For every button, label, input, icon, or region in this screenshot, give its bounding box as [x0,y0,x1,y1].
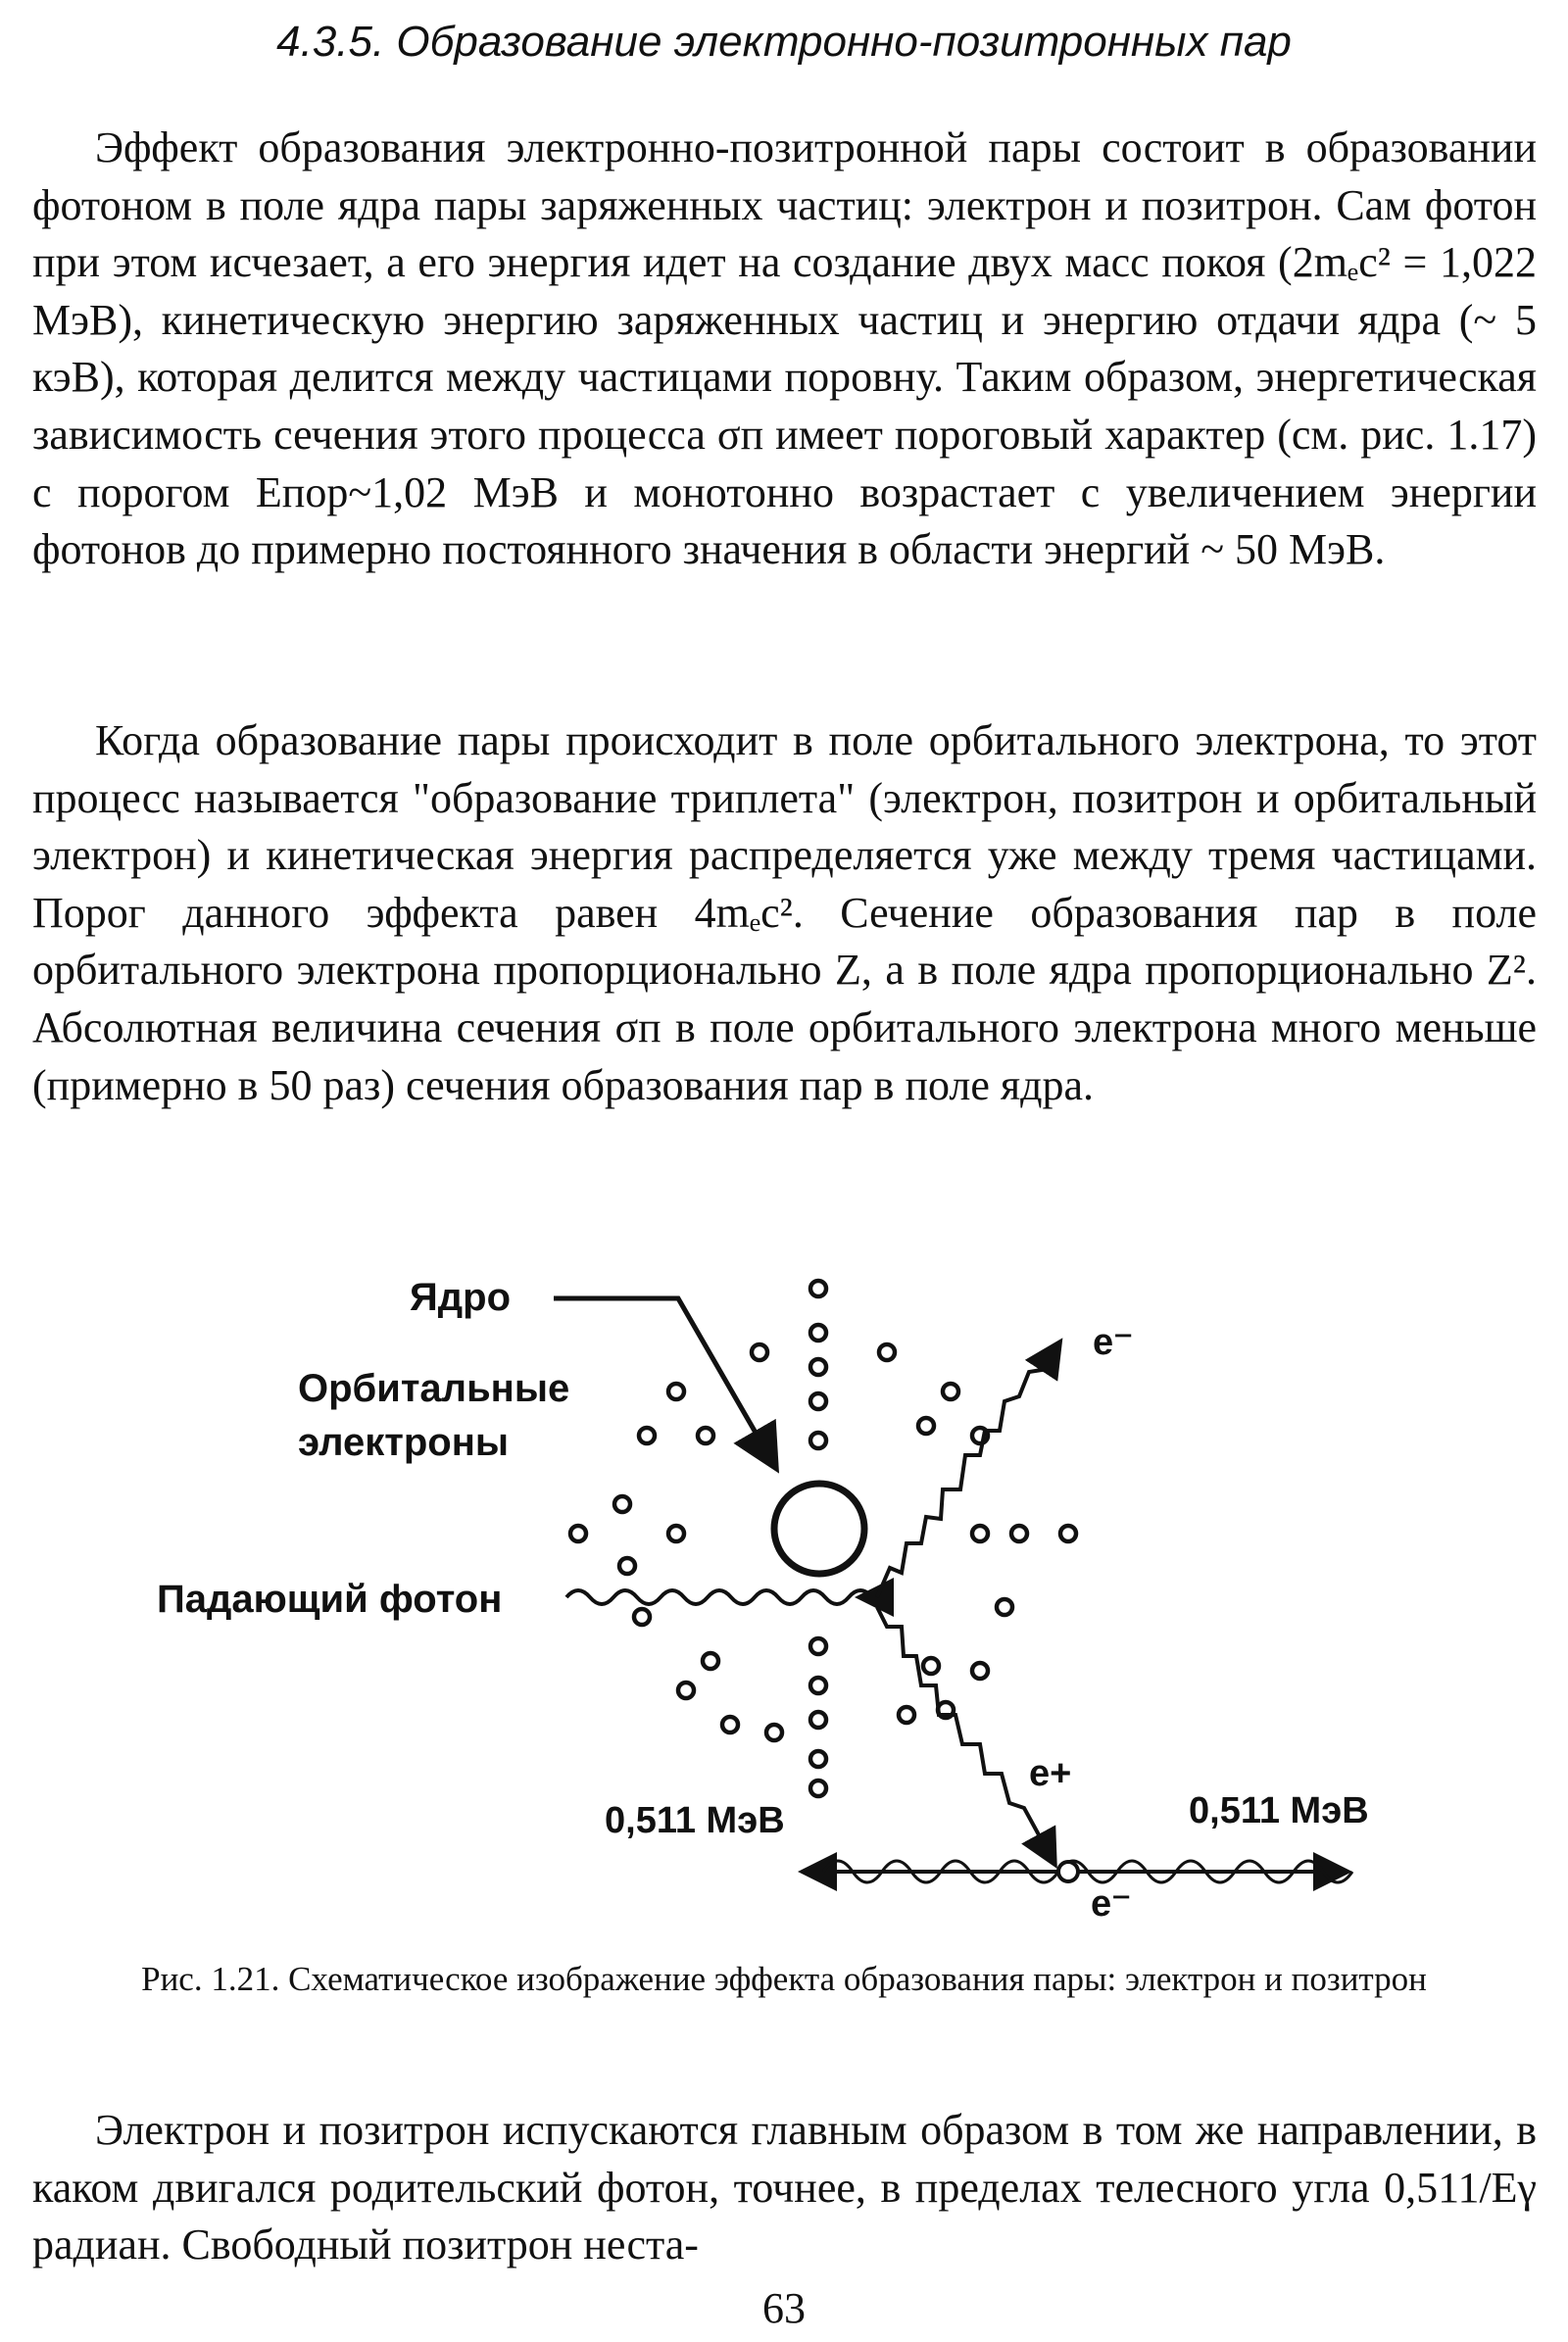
pair-production-diagram [0,1254,1568,1940]
label-orbital-1: Орбитальные [298,1367,570,1410]
label-energy-right: 0,511 МэВ [1189,1790,1369,1831]
paragraph-emission: Электрон и позитрон испускаются главным образом в том же направлении, в каком двигался родительский фотон, точнее, в пределах телесного угла 0,511/Eγ радиан. Свободный позитрон неста- [32,2106,1537,2269]
figure-caption: Рис. 1.21. Схематическое изображение эффекта образования пары: электрон и позитрон [141,1960,1427,1998]
label-nucleus: Ядро [410,1276,512,1319]
page-number: 63 [762,2284,806,2332]
label-energy-left: 0,511 МэВ [605,1800,785,1841]
paragraph-triplet: Когда образование пары происходит в поле орбитального электрона, то этот процесс называется "образование триплета" (электрон, позитрон и орбитальный электрон) и кинетическая энергия распределяется уже между тремя частицами. Порог данного эффекта равен 4mₑc². Сечение образования пар в поле орбитального электрона пропорционально Z, а в поле ядра пропорционально Z². Абсолютная величина сечения σп в поле орбитального электрона много меньше (примерно в 50 раз) сечения образования пар в поле ядра. [32,716,1537,1109]
label-orbital-2: электроны [298,1421,510,1464]
positron-track [877,1607,1054,1862]
section-heading: 4.3.5. Образование электронно-позитронных пар [276,18,1292,66]
orbital-electrons-group [570,1281,1076,1796]
label-electron-bottom: e⁻ [1091,1883,1132,1925]
label-incident-photon: Падающий фотон [157,1578,503,1621]
paragraph-pair-production: Эффект образования электронно-позитронной пары состоит в образовании фотоном в поле ядра пары заряженных частиц: электрон и позитрон. Сам фотон при этом исчезает, а его энергия идет на создание двух масс покоя (2mₑc² = 1,022 МэВ), кинетическую энергию заряженных частиц и энергию отдачи ядра (~ 5 кэВ), которая делится между частицами поровну. Таким образом, энергетическая зависимость сечения этого процесса σп имеет пороговый характер (см. рис. 1.17) с порогом Eпор~1,02 МэВ и монотонно возрастает с увеличением энергии фотонов до примерно постоянного значения в области энергий ~ 50 МэВ. [32,123,1537,574]
incident-photon-wave [566,1590,872,1604]
electron-track [877,1344,1058,1597]
label-positron: e+ [1029,1753,1072,1794]
annihilation-point [1058,1862,1078,1881]
nucleus-pointer-arrow [554,1298,774,1465]
nucleus-circle [774,1484,864,1574]
label-electron-top: e⁻ [1093,1322,1134,1363]
